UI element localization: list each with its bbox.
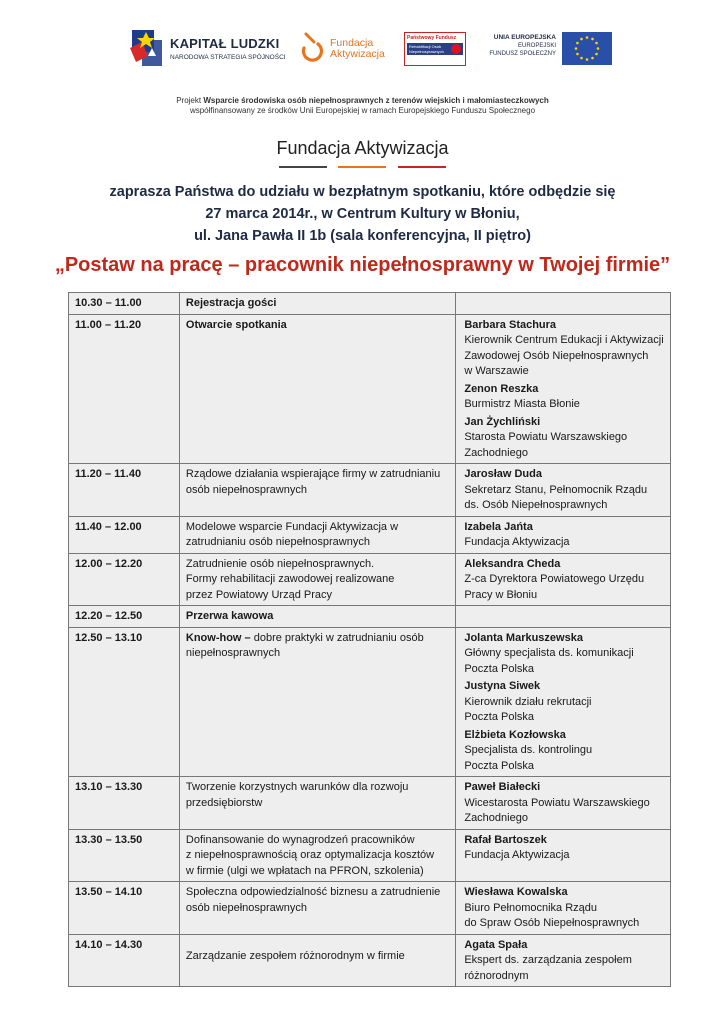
agenda-speakers <box>456 606 671 628</box>
eu-flag-icon <box>562 32 612 65</box>
agenda-time: 12.50 – 13.10 <box>69 627 180 777</box>
agenda-time: 13.50 – 14.10 <box>69 882 180 935</box>
speaker-role: Kierownik działu rekrutacji Poczta Polska <box>464 695 592 723</box>
agenda-topic-text: Rządowe działania wspierające firmy w zatrudnianiu osób niepełnosprawnych <box>185 468 441 496</box>
agenda-topic-text: dobre praktyki w zatrudnianiu osób niepełnosprawnych <box>185 631 424 659</box>
speaker-role: Z-ca Dyrektora Powiatowego Urzędu Pracy w Błoniu <box>464 573 645 601</box>
speaker-name: Aleksandra Cheda <box>464 557 561 570</box>
agenda-time: 14.10 – 14.30 <box>69 934 180 987</box>
agenda-topic-text: Przerwa kawowa <box>185 610 274 622</box>
agenda-topic <box>179 882 455 935</box>
agenda-topic <box>179 606 455 628</box>
fa-line1: Fundacja <box>330 37 374 49</box>
eu-line1: UNIA EUROPEJSKA <box>493 34 556 41</box>
eu-star-icon <box>595 53 598 56</box>
agenda-speakers <box>456 829 671 882</box>
organizer-heading: Fundacja Aktywizacja <box>276 138 449 158</box>
project-description <box>0 96 725 116</box>
fundacja-aktywizacja-logo <box>298 30 388 70</box>
agenda-topic-text: Dofinansowanie do wynagrodzeń pracowników z niepełnosprawnością oraz optymalizacja kosztów w firmie (ulgi we wpłatach na PFRON, szkolenia) <box>185 833 435 877</box>
eu-star-icon <box>591 38 594 41</box>
speaker-name: Jolanta Markuszewska <box>464 631 583 644</box>
agenda-row <box>69 934 671 987</box>
invitation-text <box>0 181 725 247</box>
agenda-topic <box>179 464 455 517</box>
agenda-row <box>69 293 671 315</box>
aktywizacja-swirl-icon <box>298 30 326 66</box>
agenda-row <box>69 606 671 628</box>
agenda-row <box>69 516 671 553</box>
pfron-band-text: Rehabilitacji Osób Niepełnosprawnych <box>409 44 444 54</box>
agenda-topic <box>179 829 455 882</box>
speaker-name: Elżbieta Kozłowska <box>464 728 566 741</box>
agenda-time: 11.00 – 11.20 <box>69 314 180 464</box>
agenda-speakers <box>456 553 671 606</box>
agenda-speakers <box>456 777 671 830</box>
pfron-logo <box>404 32 466 66</box>
eu-star-icon <box>595 42 598 45</box>
agenda-row <box>69 777 671 830</box>
agenda-row <box>69 829 671 882</box>
divider-dark <box>279 166 327 168</box>
agenda-topic <box>179 934 455 987</box>
agenda-row <box>69 314 671 464</box>
eu-line2: EUROPEJSKI <box>517 43 556 49</box>
project-prefix: Projekt <box>176 96 204 105</box>
agenda-topic <box>179 314 455 464</box>
pfron-top-text: Państwowy Fundusz <box>407 35 457 41</box>
agenda-topic-text: Zarządzanie zespołem różnorodnym w firmie <box>185 949 405 962</box>
agenda-row <box>69 464 671 517</box>
eu-star-icon <box>591 57 594 60</box>
divider-orange <box>338 166 386 168</box>
agenda-table <box>68 292 671 987</box>
eu-line3: FUNDUSZ SPOŁECZNY <box>489 51 556 57</box>
agenda-time: 13.10 – 13.30 <box>69 777 180 830</box>
fa-line2: Aktywizacja <box>330 48 385 60</box>
speaker-role: Burmistrz Miasta Błonie <box>464 398 580 410</box>
speaker-name: Jan Żychliński <box>464 415 541 428</box>
pfron-circle-icon <box>451 44 461 54</box>
project-title: Wsparcie środowiska osób niepełnosprawnych z terenów wiejskich i małomiasteczkowych <box>203 96 549 105</box>
speaker-role: Sekretarz Stanu, Pełnomocnik Rządu ds. Osób Niepełnosprawnych <box>464 483 648 511</box>
eu-star-icon <box>576 53 579 56</box>
agenda-speakers <box>456 934 671 987</box>
speaker-name: Wiesława Kowalska <box>464 886 568 898</box>
agenda-time: 12.20 – 12.50 <box>69 606 180 628</box>
speaker-role: Kierownik Centrum Edukacji i Aktywizacji Zawodowej Osób Niepełnosprawnych w Warszawie <box>464 334 664 377</box>
speaker-role: Fundacja Aktywizacja <box>464 849 570 861</box>
invite-line1: zaprasza Państwa do udziału w bezpłatnym spotkaniu, które odbędzie się <box>109 184 616 200</box>
agenda-topic <box>179 293 455 315</box>
agenda-topic-bold: Know-how – <box>185 631 254 644</box>
eu-star-icon <box>580 38 583 41</box>
speaker-role: Specjalista ds. kontrolingu Poczta Polska <box>464 744 593 772</box>
speaker-role: Wicestarosta Powiatu Warszawskiego Zachodniego <box>464 796 650 824</box>
agenda-speakers <box>456 464 671 517</box>
eu-star-icon <box>575 47 578 50</box>
agenda-row <box>69 627 671 777</box>
agenda-time: 11.40 – 12.00 <box>69 516 180 553</box>
logo-bar <box>0 24 725 74</box>
agenda-topic <box>179 516 455 553</box>
agenda-time: 13.30 – 13.50 <box>69 829 180 882</box>
kapital-ludzki-subtitle: NARODOWA STRATEGIA SPÓJNOŚCI <box>170 54 286 61</box>
eu-star-icon <box>597 47 600 50</box>
invite-line2: 27 marca 2014r., w Centrum Kultury w Błoniu, <box>205 206 520 222</box>
agenda-speakers <box>456 293 671 315</box>
agenda-speakers <box>456 882 671 935</box>
agenda-topic-text: Społeczna odpowiedzialność biznesu a zatrudnienie osób niepełnosprawnych <box>185 886 441 914</box>
agenda-time: 10.30 – 11.00 <box>69 293 180 315</box>
agenda-row <box>69 882 671 935</box>
agenda-topic <box>179 777 455 830</box>
kapital-ludzki-logo <box>128 26 288 72</box>
decorative-lines <box>279 166 449 170</box>
speaker-name: Rafał Bartoszek <box>464 833 547 846</box>
invite-line3: ul. Jana Pawła II 1b (sala konferencyjna, II piętro) <box>194 228 531 244</box>
agenda-topic <box>179 553 455 606</box>
eu-logo <box>488 30 613 66</box>
agenda-speakers <box>456 516 671 553</box>
kapital-ludzki-icon <box>128 26 164 70</box>
agenda-topic-text: Modelowe wsparcie Fundacji Aktywizacja w zatrudnianiu osób niepełnosprawnych <box>185 520 399 548</box>
agenda-time: 11.20 – 11.40 <box>69 464 180 517</box>
agenda-speakers <box>456 314 671 464</box>
agenda-topic-text: Tworzenie korzystnych warunków dla rozwoju przedsiębiorstw <box>185 781 409 809</box>
event-headline: „Postaw na pracę – pracownik niepełnosprawny w Twojej firmie” <box>54 254 671 276</box>
agenda-topic-text: Rejestracja gości <box>185 297 277 309</box>
speaker-name: Zenon Reszka <box>464 382 539 395</box>
kapital-ludzki-title: KAPITAŁ LUDZKI <box>170 36 280 51</box>
eu-star-icon <box>586 36 589 39</box>
speaker-name: Barbara Stachura <box>464 318 557 331</box>
agenda-topic-text: Otwarcie spotkania <box>185 318 287 331</box>
speaker-role: Biuro Pełnomocnika Rządu do Spraw Osób Niepełnosprawnych <box>464 901 640 929</box>
eu-text <box>488 34 556 58</box>
pfron-band <box>407 43 463 55</box>
fundacja-aktywizacja-wordmark <box>330 38 385 60</box>
agenda-row <box>69 553 671 606</box>
agenda-topic-text: Zatrudnienie osób niepełnosprawnych. Formy rehabilitacji zawodowej realizowane przez Powiatowy Urząd Pracy <box>185 557 395 601</box>
speaker-role: Główny specjalista ds. komunikacji Poczta Polska <box>464 647 634 675</box>
speaker-name: Paweł Białecki <box>464 781 541 793</box>
agenda-body <box>69 293 671 987</box>
speaker-name: Agata Spała <box>464 938 528 951</box>
speaker-name: Izabela Jańta <box>464 520 533 533</box>
speaker-role: Fundacja Aktywizacja <box>464 536 570 548</box>
speaker-name: Justyna Siwek <box>464 680 541 692</box>
divider-red <box>398 166 446 168</box>
eu-star-icon <box>576 42 579 45</box>
project-line2: współfinansowany ze środków Unii Europejskiej w ramach Europejskiego Funduszu Społecznego <box>189 106 536 115</box>
speaker-role: Ekspert ds. zarządzania zespołem różnorodnym <box>464 954 632 982</box>
agenda-topic <box>179 627 455 777</box>
eu-star-icon <box>580 57 583 60</box>
speaker-name: Jarosław Duda <box>464 468 542 480</box>
project-line1 <box>0 96 725 106</box>
speaker-role: Starosta Powiatu Warszawskiego Zachodniego <box>464 431 628 459</box>
agenda-time: 12.00 – 12.20 <box>69 553 180 606</box>
eu-star-icon <box>586 58 589 61</box>
agenda-speakers <box>456 627 671 777</box>
